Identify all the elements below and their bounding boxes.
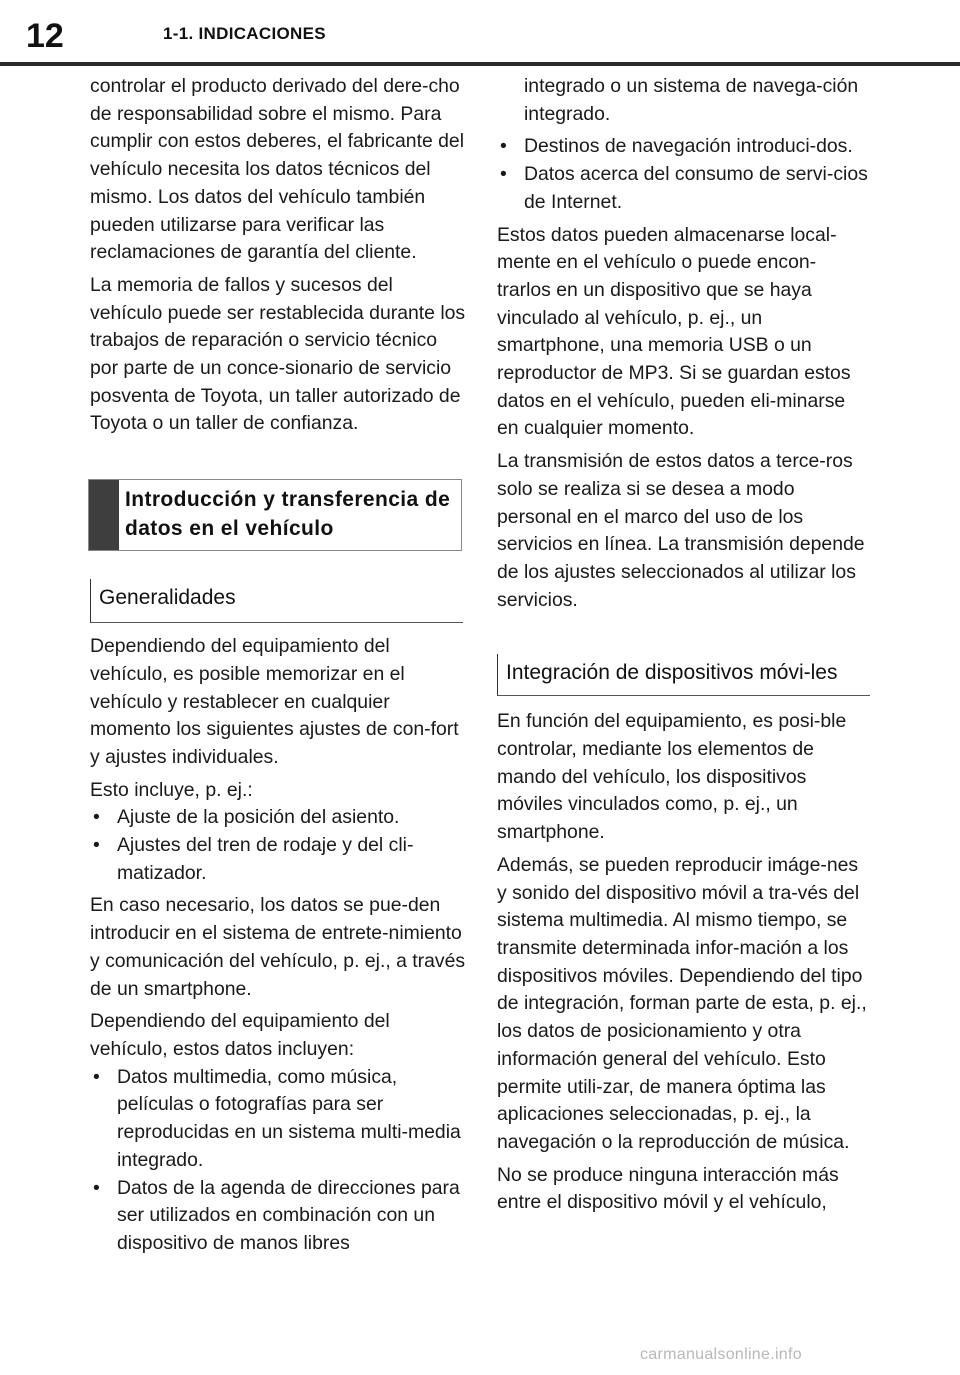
paragraph: No se produce ninguna interacción más entre el dispositivo móvil y el vehículo, xyxy=(497,1163,839,1214)
paragraph: Además, se pueden reproducir imáge-nes y sonido del dispositivo móvil a tra-vés del sistema multimedia. Al mismo tiempo, se transmite determinada infor-mación a los dispositivos móviles. Dependiendo del tipo de integración, forman parte de esta, p. ej., los datos de posicionamiento y otra información general del vehículo. Esto permite utili-zar, de manera óptima las aplicaciones seleccionadas, p. ej., la navegación o la reproducción de música. xyxy=(497,853,867,1153)
section-heading: Introducción y transferencia de datos en el vehículo xyxy=(125,488,451,541)
paragraph: La memoria de fallos y sucesos del vehículo puede ser restablecida durante los trabajos de reparación o servicio técnico por parte de un conce-sionario de servicio posventa de Toyota, un taller autorizado de Toyota o un taller de confianza. xyxy=(90,273,466,435)
bullet-list xyxy=(497,133,869,216)
paragraph: En función del equipamiento, es posi-ble controlar, mediante los elementos de mando del vehículo, los dispositivos móviles vinculados como, p. ej., un smartphone. xyxy=(497,710,847,844)
subsection-heading: Integración de dispositivos móvi-les xyxy=(497,654,870,696)
paragraph: Dependiendo del equipamiento del vehículo, estos datos incluyen: xyxy=(90,1010,390,1060)
section-heading-box xyxy=(88,479,462,551)
list-item: • Ajuste de la posición del asiento. xyxy=(90,804,466,832)
paragraph: En caso necesario, los datos se pue-den introducir en el sistema de entrete-nimiento y comunicación del vehículo, p. ej., a través de un smartphone. xyxy=(90,894,466,1000)
bullet-list xyxy=(90,1064,466,1258)
bullet-list xyxy=(90,804,466,887)
left-column xyxy=(90,73,466,1263)
subsection-heading: Generalidades xyxy=(90,579,463,623)
paragraph: controlar el producto derivado del dere-cho de responsabilidad sobre el mismo. Para cumplir con estos deberes, el fabricante del vehículo necesita los datos técnicos del mismo. Los datos del vehículo también pueden utilizarse para verificar las reclamaciones de garantía del cliente. xyxy=(90,75,465,264)
page-number: 12 xyxy=(26,17,64,55)
list-item: • Datos de la agenda de direcciones para ser utilizados en combinación con un dispositivo de manos libres xyxy=(90,1175,466,1258)
header-divider xyxy=(0,62,960,66)
section-title: 1-1. INDICACIONES xyxy=(163,24,326,43)
paragraph: La transmisión de estos datos a terce-ros solo se realiza si se desea a modo personal en el marco del uso de los servicios en línea. La transmisión depende de los ajustes seleccionados al utilizar los servicios. xyxy=(497,450,865,611)
watermark: carmanualsonline.info xyxy=(640,1346,802,1363)
page-header xyxy=(0,0,960,70)
list-item: • Ajustes del tren de rodaje y del cli-matizador. xyxy=(90,832,466,887)
right-column xyxy=(497,73,869,1222)
paragraph: Dependiendo del equipamiento del vehículo, es posible memorizar en el vehículo y restablecer en cualquier momento los siguientes ajustes de con-fort y ajustes individuales. xyxy=(90,635,459,768)
list-item-continuation: integrado o un sistema de navega-ción integrado. xyxy=(524,75,859,125)
list-item: • Datos multimedia, como música, películas o fotografías para ser reproducidas en un sistema multi-media integrado. xyxy=(90,1064,466,1175)
paragraph: Esto incluye, p. ej.: xyxy=(90,778,253,801)
list-item: • Destinos de navegación introduci-dos. xyxy=(497,133,869,161)
heading-bar xyxy=(89,480,119,550)
list-item: • Datos acerca del consumo de servi-cios de Internet. xyxy=(497,161,869,216)
paragraph: Estos datos pueden almacenarse local-mente en el vehículo o puede encon-trarlos en un dispositivo que se haya vinculado al vehículo, p. ej., un smartphone, una memoria USB o un reproductor de MP3. Si se guardan estos datos en el vehículo, pueden eli-minarse en cualquier momento. xyxy=(497,223,851,440)
